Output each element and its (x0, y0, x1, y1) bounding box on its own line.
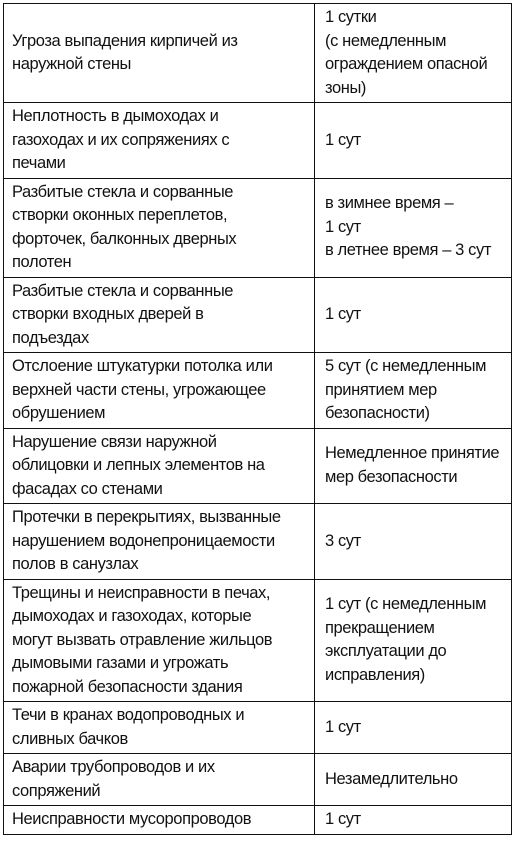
term-text: 3 сут (325, 531, 361, 550)
term-text: Немедленное принятие мер безопасности (325, 444, 500, 486)
term-text: в зимнее время – 1 сут в летнее время – 3 сут (325, 194, 491, 260)
table-row (4, 428, 512, 504)
term-text: 5 сут (с немедленным принятием мер безопасности) (325, 357, 487, 422)
defect-cell (4, 504, 315, 580)
table-row (4, 754, 512, 806)
term-cell (315, 353, 512, 429)
defect-text: Аварии трубопроводов и их сопряжений (12, 758, 215, 800)
table-row (4, 353, 512, 429)
term-cell (315, 277, 512, 353)
term-cell (315, 428, 512, 504)
table-row (4, 806, 512, 835)
term-cell (315, 103, 512, 179)
defect-cell (4, 702, 315, 754)
term-text: 1 сут (325, 305, 361, 323)
term-cell (315, 579, 512, 702)
defect-cell (4, 428, 315, 504)
defect-cell (4, 806, 315, 835)
term-text: 1 сут (325, 717, 361, 736)
defect-text: Течи в кранах водопроводных и сливных бачков (12, 706, 245, 748)
term-cell (315, 754, 512, 806)
defect-cell (4, 754, 315, 806)
term-text: Незамедлительно (325, 769, 458, 788)
table-row (4, 178, 512, 277)
defect-cell (4, 277, 315, 353)
term-text: 1 сут (325, 810, 361, 828)
defect-cell (4, 178, 315, 277)
defect-text: Угроза выпадения кирпичей из наружной стены (12, 31, 238, 73)
term-text: 1 сут (с немедленным прекращением эксплуатации до исправления) (325, 595, 487, 684)
table-row (4, 579, 512, 702)
defect-cell (4, 353, 315, 429)
defect-text: Неисправности мусоропроводов (12, 810, 252, 828)
table-row (4, 504, 512, 580)
table-row (4, 277, 512, 353)
table-row (4, 4, 512, 103)
defect-text: Неплотность в дымоходах и газоходах и их сопряжениях с печами (12, 107, 230, 172)
term-cell (315, 4, 512, 103)
defect-text: Разбитые стекла и сорванные створки оконных переплетов, форточек, балконных дверных полотен (12, 182, 237, 271)
defect-text: Отслоение штукатурки потолка или верхней части стены, угрожающее обрушением (12, 357, 273, 422)
term-text: 1 сут (325, 130, 361, 149)
defect-text: Протечки в перекрытиях, вызванные нарушением водонепроницаемости полов в санузлах (12, 508, 281, 573)
defect-text: Нарушение связи наружной облицовки и лепных элементов на фасадах со стенами (12, 432, 265, 498)
table-row (4, 702, 512, 754)
term-cell (315, 504, 512, 580)
defect-text: Трещины и неисправности в печах, дымоходах и газоходах, которые могут вызвать отравление жильцов дымовыми газами и угрожать пожарной безопасности здания (12, 583, 273, 696)
repair-terms-table (3, 3, 512, 835)
defect-text: Разбитые стекла и сорванные створки входных дверей в подъездах (12, 281, 234, 347)
defect-cell (4, 103, 315, 179)
term-cell (315, 702, 512, 754)
table-row (4, 103, 512, 179)
term-cell (315, 178, 512, 277)
defect-cell (4, 4, 315, 103)
term-text: 1 сутки (с немедленным ограждением опасной зоны) (325, 8, 488, 97)
term-cell (315, 806, 512, 835)
defect-cell (4, 579, 315, 702)
